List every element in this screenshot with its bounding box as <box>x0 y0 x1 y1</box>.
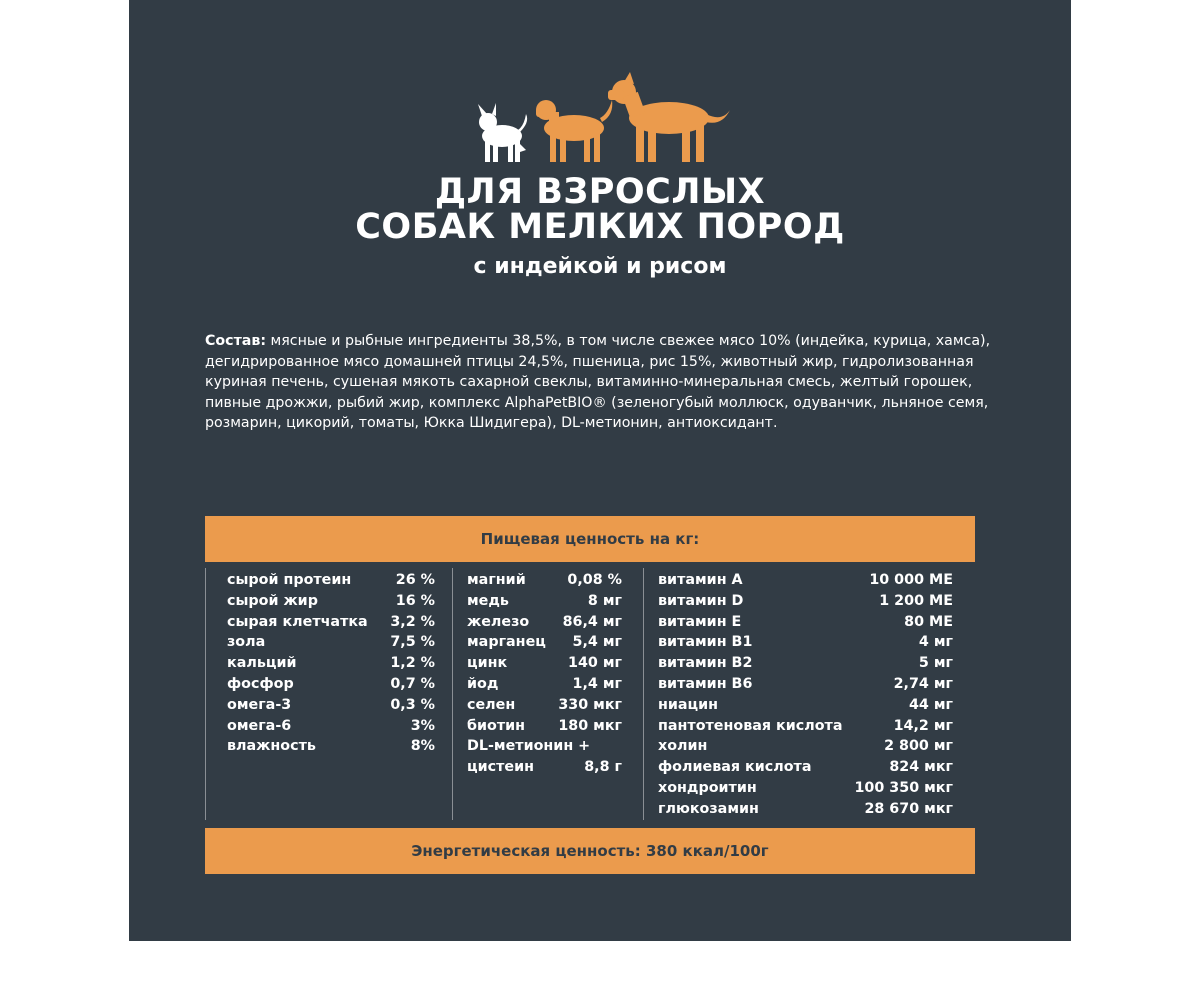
nutrition-column-1 <box>227 570 435 757</box>
nutrient-name: магний <box>467 572 526 588</box>
nutrient-value: 0,3 % <box>390 696 435 713</box>
nutrient-value: 5,4 мг <box>572 634 622 651</box>
nutrient-value: 4 мг <box>918 634 953 651</box>
nutrient-row <box>227 736 435 757</box>
nutrient-row <box>227 695 435 716</box>
nutrient-name: медь <box>467 592 509 609</box>
nutrient-name: ниацин <box>658 696 719 713</box>
nutrient-value: 86,4 мг <box>562 613 622 630</box>
dogs-illustration <box>474 70 734 170</box>
nutrient-row <box>227 632 435 653</box>
nutrient-value: 330 мкг <box>558 696 622 713</box>
nutrient-row <box>658 778 953 799</box>
nutrition-header: Пищевая ценность на кг: <box>205 516 975 562</box>
nutrient-name: фолиевая кислота <box>658 759 812 776</box>
nutrient-row <box>467 716 622 737</box>
nutrient-value: 14,2 мг <box>893 717 953 734</box>
title-line-1: ДЛЯ ВЗРОСЛЫХ <box>434 172 766 212</box>
nutrient-name: сырой протеин <box>227 572 352 588</box>
nutrient-name: холин <box>658 738 708 755</box>
nutrient-name: омега-3 <box>227 696 292 713</box>
nutrient-row <box>227 653 435 674</box>
nutrient-row <box>658 695 953 716</box>
medium-dog-icon <box>536 100 612 162</box>
nutrient-name: хондроитин <box>658 779 757 796</box>
column-divider <box>643 568 644 820</box>
nutrient-name: омега-6 <box>227 717 292 734</box>
subtitle: с индейкой и рисом <box>473 254 727 279</box>
nutrient-name: зола <box>227 634 266 651</box>
nutrient-name: железо <box>467 613 530 630</box>
nutrient-name: сырая клетчатка <box>227 613 368 630</box>
nutrient-name: влажность <box>227 738 316 755</box>
nutrient-name: пантотеновая кислота <box>658 717 843 734</box>
nutrient-value: 0,08 % <box>567 572 622 588</box>
nutrient-value: 180 мкг <box>558 717 622 734</box>
nutrient-value: 26 % <box>395 572 435 588</box>
nutrient-value: 1,4 мг <box>572 675 622 692</box>
nutrient-row <box>467 757 622 778</box>
nutrient-row <box>658 612 953 633</box>
nutrient-name: биотин <box>467 717 526 734</box>
nutrient-value: 10 000 МЕ <box>869 572 953 588</box>
nutrient-name: фосфор <box>227 675 294 692</box>
nutrient-value: 3,2 % <box>390 613 435 630</box>
composition-text <box>205 331 995 434</box>
nutrient-row <box>467 653 622 674</box>
nutrient-name: витамин В2 <box>658 655 753 672</box>
nutrient-value: 8,8 г <box>584 759 622 776</box>
nutrient-value: 8 мг <box>587 592 622 609</box>
nutrient-row <box>467 674 622 695</box>
column-divider <box>205 568 206 820</box>
nutrient-row <box>658 674 953 695</box>
nutrient-name: кальций <box>227 655 297 672</box>
nutrient-value: 5 мг <box>918 655 953 672</box>
nutrient-name: витамин В1 <box>658 634 753 651</box>
nutrient-row <box>227 612 435 633</box>
nutrient-row <box>227 674 435 695</box>
nutrient-name: витамин D <box>658 592 744 609</box>
nutrient-row <box>658 799 953 820</box>
nutrient-value: 28 670 мкг <box>864 800 953 817</box>
nutrient-row <box>467 612 622 633</box>
nutrient-row <box>658 632 953 653</box>
nutrient-value: 80 МЕ <box>904 613 953 630</box>
nutrient-value: 8% <box>410 738 435 755</box>
nutrient-name: глюкозамин <box>658 800 759 817</box>
title-line-2: СОБАК МЕЛКИХ ПОРОД <box>355 207 845 247</box>
nutrient-name: витамин А <box>658 572 743 588</box>
nutrient-row <box>658 591 953 612</box>
nutrient-name: цистеин <box>467 759 534 776</box>
nutrient-name: селен <box>467 696 516 713</box>
nutrient-name: сырой жир <box>227 592 318 609</box>
nutrient-row <box>227 591 435 612</box>
nutrient-value: 140 мг <box>568 655 622 672</box>
nutrient-name: йод <box>467 675 499 692</box>
nutrient-row <box>467 570 622 591</box>
nutrient-row <box>227 570 435 591</box>
nutrient-value: 100 350 мкг <box>854 779 953 796</box>
nutrient-row <box>467 695 622 716</box>
nutrient-value: 3% <box>410 717 435 734</box>
nutrient-row <box>467 736 622 757</box>
nutrient-value: 1 200 МЕ <box>879 592 953 609</box>
nutrient-value: 0,7 % <box>390 675 435 692</box>
nutrient-name: витамин Е <box>658 613 742 630</box>
nutrient-name: цинк <box>467 655 508 672</box>
nutrient-row <box>658 736 953 757</box>
nutrient-value: 7,5 % <box>390 634 435 651</box>
nutrient-row <box>658 570 953 591</box>
nutrient-name: DL-метионин + <box>467 738 591 755</box>
nutrient-row <box>658 757 953 778</box>
composition-label: Состав: <box>205 333 267 349</box>
column-divider <box>452 568 453 820</box>
nutrient-row <box>658 716 953 737</box>
nutrient-value: 44 мг <box>908 696 953 713</box>
nutrient-name: марганец <box>467 634 546 651</box>
nutrient-value: 2,74 мг <box>893 675 953 692</box>
nutrient-name: витамин В6 <box>658 675 753 692</box>
energy-value: Энергетическая ценность: 380 ккал/100г <box>205 828 975 874</box>
nutrient-row <box>467 591 622 612</box>
large-dog-icon <box>608 72 730 162</box>
nutrient-value: 16 % <box>395 592 435 609</box>
nutrient-value: 2 800 мг <box>884 738 953 755</box>
nutrient-row <box>467 632 622 653</box>
composition-body: мясные и рыбные ингредиенты 38,5%, в том числе свежее мясо 10% (индейка, курица, хамса), дегидрированное мясо домашней птицы 24,5%, пшеница, рис 15%, животный жир, гидролизованная куриная печень, сушеная мякоть сахарной свеклы, витаминно-минеральная смесь, желтый горошек, пивные дрожжи, рыбий жир, комплекс AlphaPetBIO® (зеленогубый моллюск, одуванчик, льняное семя, розмарин, цикорий, томаты, Юкка Шидигера), DL-метионин, антиоксидант. <box>205 333 991 431</box>
nutrition-table <box>205 562 975 828</box>
nutrient-value: 824 мкг <box>889 759 953 776</box>
nutrition-column-3 <box>658 570 953 820</box>
small-dog-icon <box>478 103 527 162</box>
nutrient-row <box>227 716 435 737</box>
nutrient-row <box>658 653 953 674</box>
nutrient-value: 1,2 % <box>390 655 435 672</box>
product-panel <box>129 0 1071 941</box>
nutrition-column-2 <box>467 570 622 778</box>
